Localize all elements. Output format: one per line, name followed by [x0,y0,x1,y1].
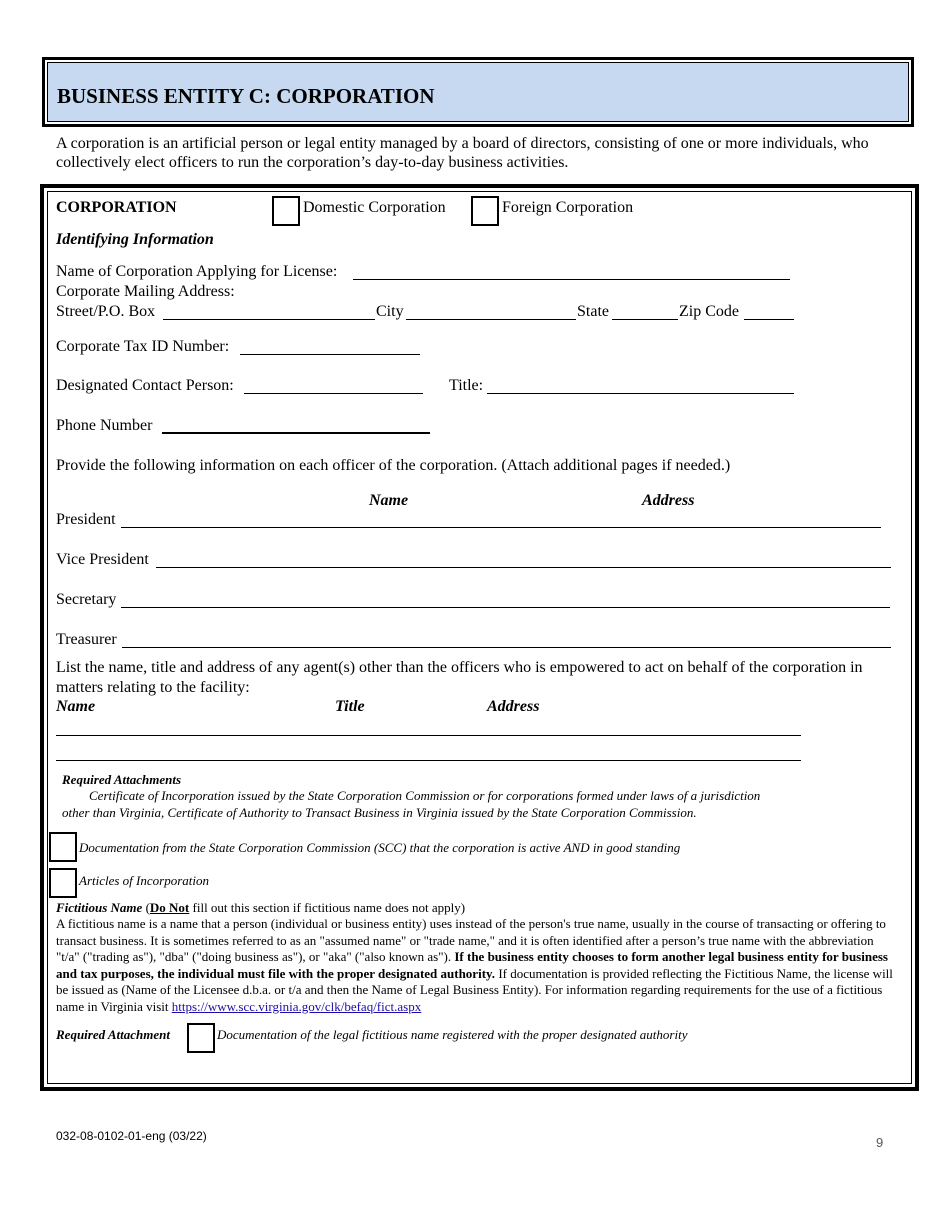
zip-code-field[interactable] [744,319,794,320]
fictitious-bold-text: If the business entity chooses to form another legal business entity for business and tax purposes, the individual must file with the proper designated authority. [56,949,888,981]
agent-row-1-field[interactable] [56,735,801,736]
corporation-label: CORPORATION [56,199,177,216]
section-header [42,57,914,127]
tax-id-label: Corporate Tax ID Number: [56,338,230,355]
fictitious-name-heading: Fictitious Name [56,900,143,915]
identifying-info-heading: Identifying Information [56,231,214,248]
agents-instruction: List the name, title and address of any agent(s) other than the officers who is empowered to act on behalf of the corporation in matters relating to the facility: [56,659,863,696]
articles-checkbox[interactable] [49,868,77,898]
fictitious-doc-label: Documentation of the legal fictitious name registered with the proper designated authority [217,1027,688,1042]
officer-vice-president-field[interactable] [156,567,891,568]
fictitious-name-paragraph [56,916,896,1015]
form-code: 032-08-0102-01-eng (03/22) [56,1129,207,1143]
domestic-corporation-checkbox[interactable] [272,196,300,226]
corporation-name-field[interactable] [353,279,790,280]
required-attachment-label: Required Attachment [56,1027,170,1042]
fictitious-doc-checkbox[interactable] [187,1023,215,1053]
officer-secretary-field[interactable] [121,607,890,608]
domestic-corporation-label: Domestic Corporation [303,199,446,216]
foreign-corporation-label: Foreign Corporation [502,199,634,216]
agents-title-column: Title [335,698,365,715]
officer-secretary-label: Secretary [56,591,117,608]
page-number: 9 [876,1135,884,1150]
fictitious-body-1: A fictitious name is a name that a person (individual or business entity) uses instead of the person's true name, usually in the course of transacting or offering to transact business. It is sometimes referred to as an "assumed name" or "trade name," and it is often identified after a person’s true name with the abbreviation "t/a" ("trading as"), "dba" ("doing business as"), or "aka" ("also known as"). [56,916,886,964]
mailing-address-label: Corporate Mailing Address: [56,283,235,300]
fictitious-skip-text: fill out this section if fictitious name does not apply) [192,900,466,915]
contact-person-field[interactable] [244,393,423,394]
corporation-name-label: Name of Corporation Applying for License: [56,263,338,280]
street-label: Street/P.O. Box [56,303,156,320]
tax-id-field[interactable] [240,354,420,355]
fictitious-body-2: If documentation is provided reflecting the Fictitious Name, the license will be issued as (Name of the Licensee d.b.a. or t/a and then the Name of Legal Business Entity). For information regarding requirements for the use of a fictitious name in Virginia visit [56,965,893,1014]
agents-address-column: Address [487,698,540,715]
certificate-text-line-2: other than Virginia, Certificate of Authority to Transact Business in Virginia issued by the State Corporation Commission. [62,805,697,820]
scc-documentation-label: Documentation from the State Corporation Commission (SCC) that the corporation is active AND in good standing [79,840,681,855]
contact-person-label: Designated Contact Person: [56,377,234,394]
officers-instruction: Provide the following information on each officer of the corporation. (Attach additional pages if needed.) [56,457,731,474]
section-title: BUSINESS ENTITY C: CORPORATION [57,84,435,108]
required-attachments-heading: Required Attachments [62,772,182,787]
foreign-corporation-checkbox[interactable] [471,196,499,226]
agents-name-column: Name [56,698,96,715]
officer-treasurer-label: Treasurer [56,631,117,648]
fictitious-name-heading-line: Fictitious Name (Do Not fill out this section if fictitious name does not apply) [56,900,466,915]
officer-treasurer-field[interactable] [122,647,891,648]
officers-address-column: Address [642,492,695,509]
phone-number-label: Phone Number [56,417,153,434]
scc-documentation-checkbox[interactable] [49,832,77,862]
officer-president-field[interactable] [121,527,881,528]
officer-president-label: President [56,511,116,528]
officers-name-column: Name [369,492,409,509]
agent-row-2-field[interactable] [56,760,801,761]
state-label: State [577,303,609,320]
contact-title-label: Title: [449,377,484,394]
phone-number-field[interactable] [162,432,430,434]
state-field[interactable] [612,319,678,320]
officer-vice-president-label: Vice President [56,551,149,568]
certificate-text-line-1: Certificate of Incorporation issued by the State Corporation Commission or for corporations formed under laws of a jurisdiction [89,788,761,803]
city-field[interactable] [406,319,576,320]
street-field[interactable] [163,319,375,320]
zip-code-label: Zip Code [679,303,739,320]
contact-title-field[interactable] [487,393,794,394]
intro-paragraph: A corporation is an artificial person or legal entity managed by a board of directors, consisting of one or more individuals, who collectively elect officers to run the corporation’s day-to-day business activities. [56,135,869,171]
fictitious-name-link[interactable]: https://www.scc.virginia.gov/clk/befaq/fict.aspx [171,998,422,1014]
city-label: City [376,303,404,320]
do-not-label: Do Not [149,900,190,915]
articles-label: Articles of Incorporation [79,873,209,888]
